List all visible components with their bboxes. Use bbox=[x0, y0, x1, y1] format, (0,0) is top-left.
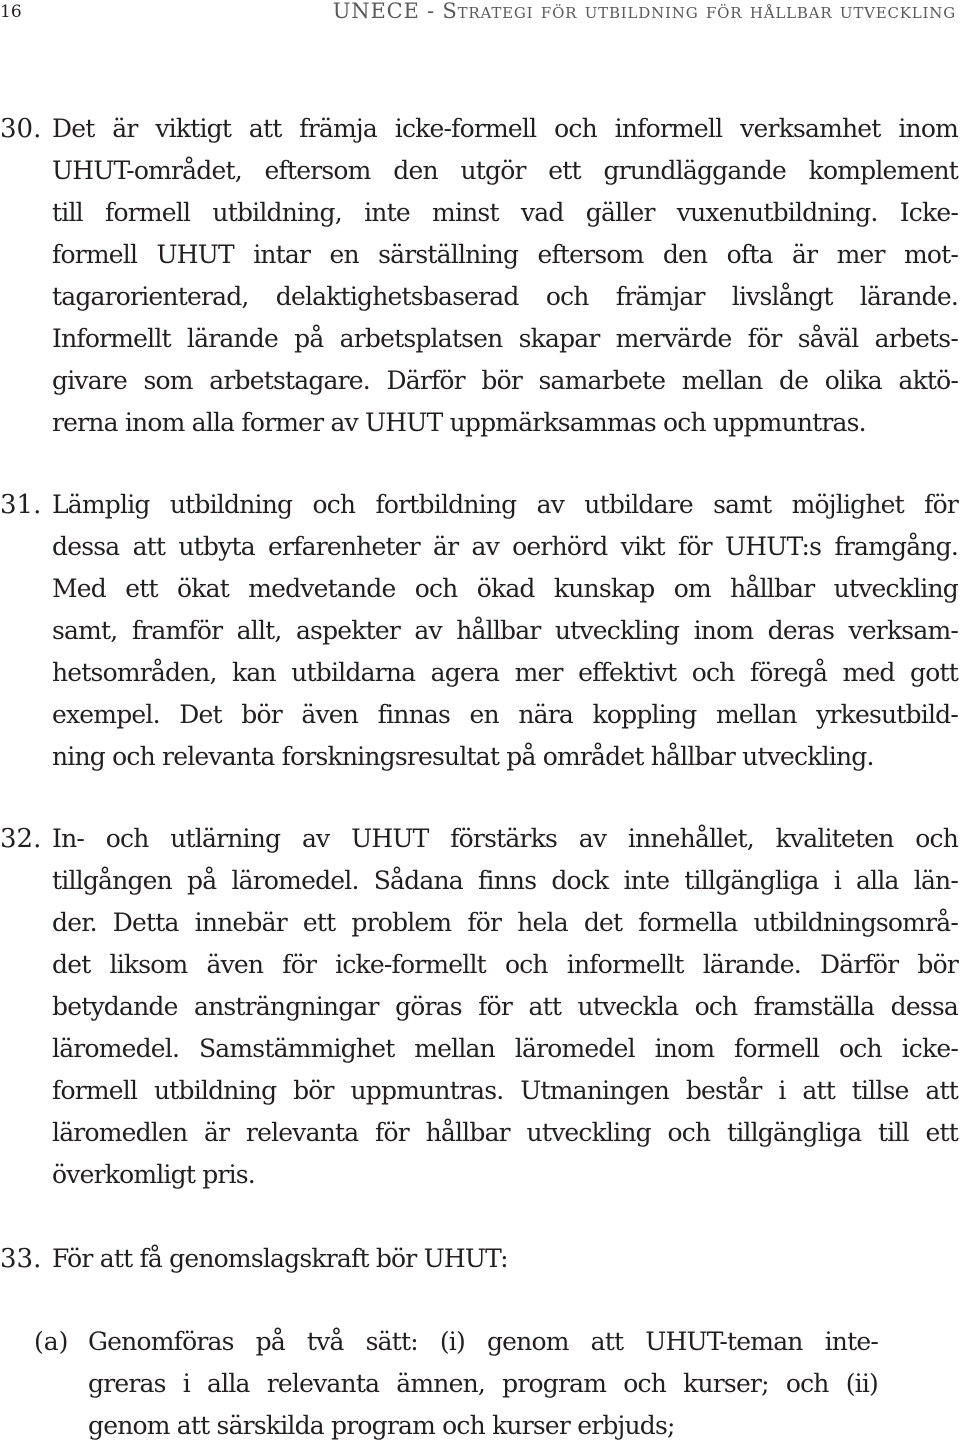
paragraph-number: 33. bbox=[0, 1244, 42, 1274]
text-line: hetsområden, kan utbildarna agera mer effektivt och föregå med gott bbox=[52, 658, 958, 687]
text-line: det liksom även för icke-formellt och informellt lärande. Därför bör bbox=[52, 950, 958, 979]
paragraph-number: 30. bbox=[0, 114, 42, 144]
text-line: Informellt lärande på arbetsplatsen skapar mervärde för såväl arbets- bbox=[52, 324, 958, 353]
text-line: samt, framför allt, aspekter av hållbar utveckling inom deras verksam- bbox=[52, 616, 958, 645]
text-line: tillgången på läromedel. Sådana finns dock inte tillgängliga i alla län- bbox=[52, 866, 958, 895]
text-line: UHUT-området, eftersom den utgör ett grundläggande komplement bbox=[52, 156, 958, 185]
paragraph-30 bbox=[0, 108, 958, 444]
list-item-label: (a) bbox=[34, 1327, 69, 1356]
text-line: För att få genomslagskraft bör UHUT: bbox=[52, 1244, 508, 1273]
text-line: genom att särskilda program och kurser erbjuds; bbox=[88, 1411, 675, 1440]
page-header bbox=[0, 0, 960, 32]
paragraph-number: 31. bbox=[0, 490, 42, 520]
paragraph-31 bbox=[0, 484, 958, 778]
text-line: Lämplig utbildning och fortbildning av utbildare samt möjlighet för bbox=[52, 490, 958, 519]
text-line: givare som arbetstagare. Därför bör samarbete mellan de olika aktö- bbox=[52, 366, 958, 395]
text-line: rerna inom alla former av UHUT uppmärksammas och uppmuntras. bbox=[52, 408, 866, 437]
text-line: tagarorienterad, delaktighetsbaserad och främjar livslångt lärande. bbox=[52, 282, 958, 311]
text-line: ning och relevanta forskningsresultat på området hållbar utveckling. bbox=[52, 742, 874, 771]
text-line: greras i alla relevanta ämnen, program och kurser; och (ii) bbox=[88, 1369, 878, 1398]
text-line: till formell utbildning, inte minst vad gäller vuxenutbildning. Icke- bbox=[52, 198, 958, 227]
text-line: läromedlen är relevanta för hållbar utveckling och tillgängliga till ett bbox=[52, 1118, 958, 1147]
text-line: exempel. Det bör även finnas en nära koppling mellan yrkesutbild- bbox=[52, 700, 958, 729]
text-line: formell utbildning bör uppmuntras. Utmaningen består i att tillse att bbox=[52, 1076, 958, 1105]
running-title: UNECE - Strategi för utbildning för hållbar utveckling bbox=[332, 0, 956, 23]
text-line: Det är viktigt att främja icke-formell och informell verksamhet inom bbox=[52, 114, 958, 143]
text-line: In- och utlärning av UHUT förstärks av innehållet, kvaliteten och bbox=[52, 824, 958, 853]
text-line: formell UHUT intar en särställning eftersom den ofta är mer mot- bbox=[52, 240, 958, 269]
paragraph-number: 32. bbox=[0, 824, 42, 854]
paragraph-32 bbox=[0, 818, 958, 1196]
text-line: betydande ansträngningar göras för att utveckla och framställa dessa bbox=[52, 992, 958, 1021]
text-line: Med ett ökat medvetande och ökad kunskap om hållbar utveckling bbox=[52, 574, 958, 603]
paragraph-33 bbox=[0, 1238, 958, 1280]
text-line: läromedel. Samstämmighet mellan läromedel inom formell och icke- bbox=[52, 1034, 958, 1063]
text-line: der. Detta innebär ett problem för hela det formella utbildningsområ- bbox=[52, 908, 958, 937]
page-number: 16 bbox=[0, 2, 22, 22]
text-line: överkomligt pris. bbox=[52, 1160, 255, 1189]
list-item-a bbox=[34, 1321, 878, 1447]
text-line: Genomföras på två sätt: (i) genom att UHUT-teman inte- bbox=[88, 1327, 878, 1356]
text-line: dessa att utbyta erfarenheter är av oerhörd vikt för UHUT:s framgång. bbox=[52, 532, 958, 561]
